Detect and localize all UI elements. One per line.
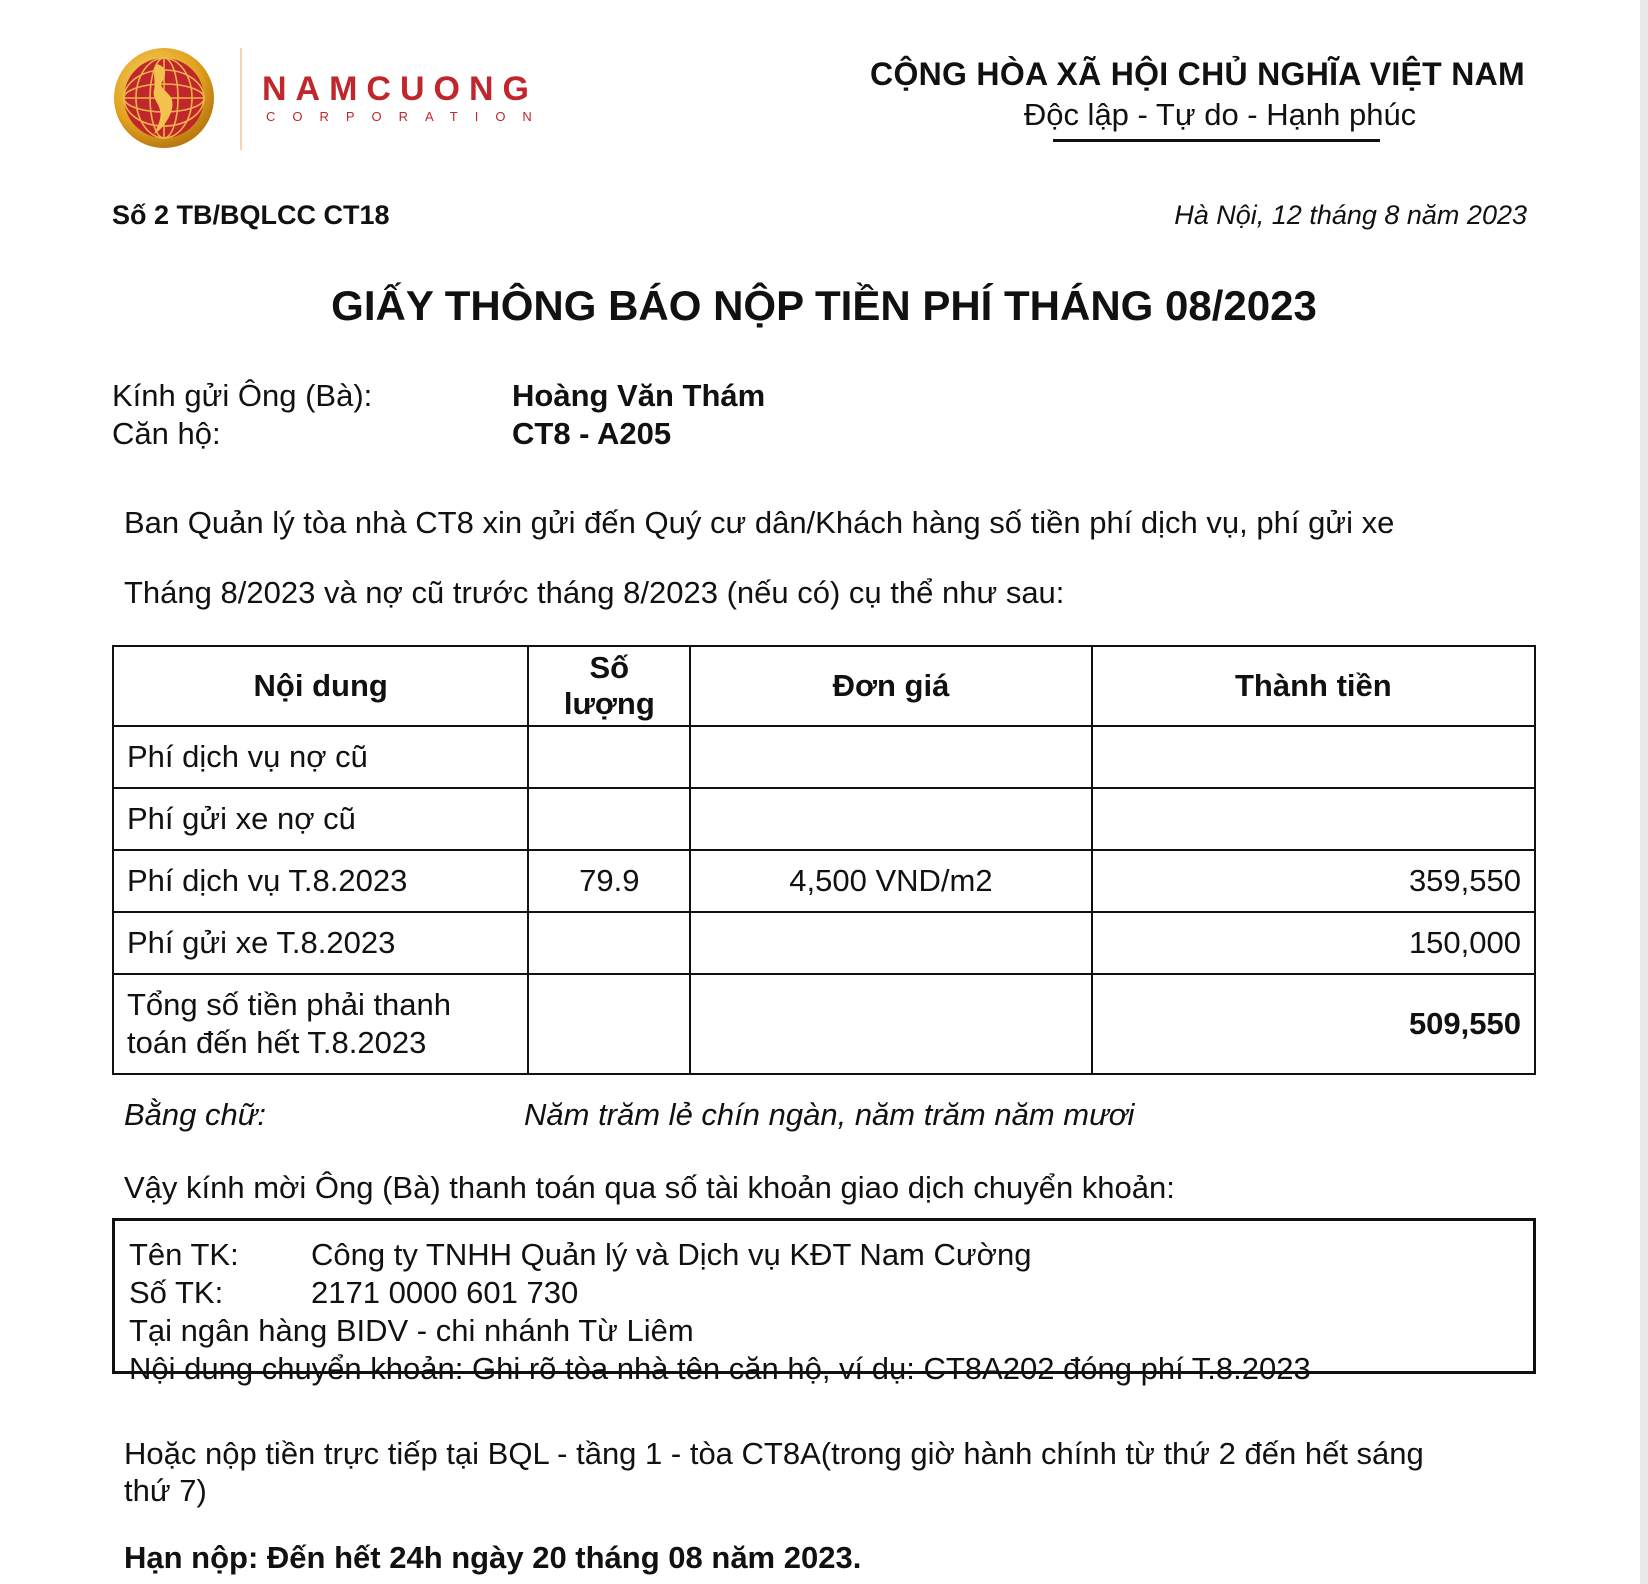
payment-intro: Vậy kính mời Ông (Bà) thanh toán qua số tài khoản giao dịch chuyển khoản: — [124, 1170, 1175, 1205]
table-row — [113, 788, 1535, 850]
table-header-row — [113, 646, 1535, 726]
row-content: Phí dịch vụ T.8.2023 — [113, 850, 528, 912]
nation-motto: Độc lập - Tự do - Hạnh phúc — [1023, 97, 1417, 132]
company-logo — [112, 46, 216, 150]
row-amount: 150,000 — [1092, 912, 1535, 974]
row-quantity — [528, 912, 690, 974]
in-words-label: Bằng chữ: — [124, 1097, 267, 1132]
transfer-note: Nội dung chuyển khoản: Ghi rõ tòa nhà tên căn hộ, ví dụ: CT8A202 đóng phí T.8.2023 — [129, 1351, 1311, 1386]
row-unit-price — [690, 788, 1091, 850]
vietnam-globe-icon — [112, 46, 216, 150]
row-amount — [1092, 726, 1535, 788]
in-words-value: Năm trăm lẻ chín ngàn, năm trăm năm mươi — [524, 1097, 1135, 1132]
row-quantity — [528, 726, 690, 788]
account-number-value: 2171 0000 601 730 — [311, 1275, 579, 1310]
brand-name: NAMCUONG — [262, 70, 538, 108]
row-content: Phí dịch vụ nợ cũ — [113, 726, 528, 788]
row-content: Phí gửi xe nợ cũ — [113, 788, 528, 850]
header-content: Nội dung — [113, 646, 528, 726]
total-label-line-1: Tổng số tiền phải thanh — [127, 987, 452, 1022]
document-date: Hà Nội, 12 tháng 8 năm 2023 — [1174, 200, 1527, 230]
apartment-value: CT8 - A205 — [512, 416, 672, 451]
bank-info-box — [112, 1218, 1536, 1386]
account-number-label: Số TK: — [129, 1275, 224, 1310]
table-row — [113, 726, 1535, 788]
row-amount — [1092, 788, 1535, 850]
recipient-name: Hoàng Văn Thám — [512, 378, 766, 413]
document-number: Số 2 TB/BQLCC CT18 — [112, 200, 390, 230]
logo-divider — [240, 48, 242, 150]
direct-payment-line-2: thứ 7) — [124, 1473, 207, 1508]
recipient-label: Kính gửi Ông (Bà): — [112, 378, 373, 413]
total-quantity — [528, 974, 690, 1074]
row-content: Phí gửi xe T.8.2023 — [113, 912, 528, 974]
total-label — [113, 974, 528, 1074]
row-unit-price — [690, 912, 1091, 974]
table-row — [113, 912, 1535, 974]
intro-line-1: Ban Quản lý tòa nhà CT8 xin gửi đến Quý cư dân/Khách hàng số tiền phí dịch vụ, phí gửi xe — [124, 505, 1395, 540]
page-edge — [1640, 0, 1648, 1584]
row-quantity: 79.9 — [528, 850, 690, 912]
header-unit-price: Đơn giá — [690, 646, 1091, 726]
total-unit-price — [690, 974, 1091, 1074]
payment-deadline: Hạn nộp: Đến hết 24h ngày 20 tháng 08 năm 2023. — [124, 1540, 862, 1575]
account-name-value: Công ty TNHH Quản lý và Dịch vụ KĐT Nam Cường — [311, 1237, 1032, 1272]
motto-underline — [1053, 139, 1380, 142]
account-name-label: Tên TK: — [129, 1237, 239, 1272]
row-quantity — [528, 788, 690, 850]
total-amount: 509,550 — [1092, 974, 1535, 1074]
direct-payment-line-1: Hoặc nộp tiền trực tiếp tại BQL - tầng 1 - tòa CT8A(trong giờ hành chính từ thứ 2 đến hết sáng — [124, 1436, 1424, 1471]
total-label-line-2: toán đến hết T.8.2023 — [127, 1025, 427, 1060]
fee-table — [112, 645, 1536, 1075]
row-unit-price — [690, 726, 1091, 788]
intro-line-2: Tháng 8/2023 và nợ cũ trước tháng 8/2023 (nếu có) cụ thể như sau: — [124, 575, 1065, 610]
bank-branch: Tại ngân hàng BIDV - chi nhánh Từ Liêm — [129, 1313, 694, 1348]
header-amount: Thành tiền — [1092, 646, 1535, 726]
brand-subtitle: CORPORATION — [266, 109, 549, 124]
table-row — [113, 850, 1535, 912]
nation-title: CỘNG HÒA XÃ HỘI CHỦ NGHĨA VIỆT NAM — [870, 56, 1525, 92]
row-amount: 359,550 — [1092, 850, 1535, 912]
page-title: GIẤY THÔNG BÁO NỘP TIỀN PHÍ THÁNG 08/2023 — [331, 282, 1317, 329]
apartment-label: Căn hộ: — [112, 416, 221, 451]
total-row — [113, 974, 1535, 1074]
national-header — [825, 56, 1525, 133]
header-quantity: Số lượng — [528, 646, 690, 726]
row-unit-price: 4,500 VND/m2 — [690, 850, 1091, 912]
